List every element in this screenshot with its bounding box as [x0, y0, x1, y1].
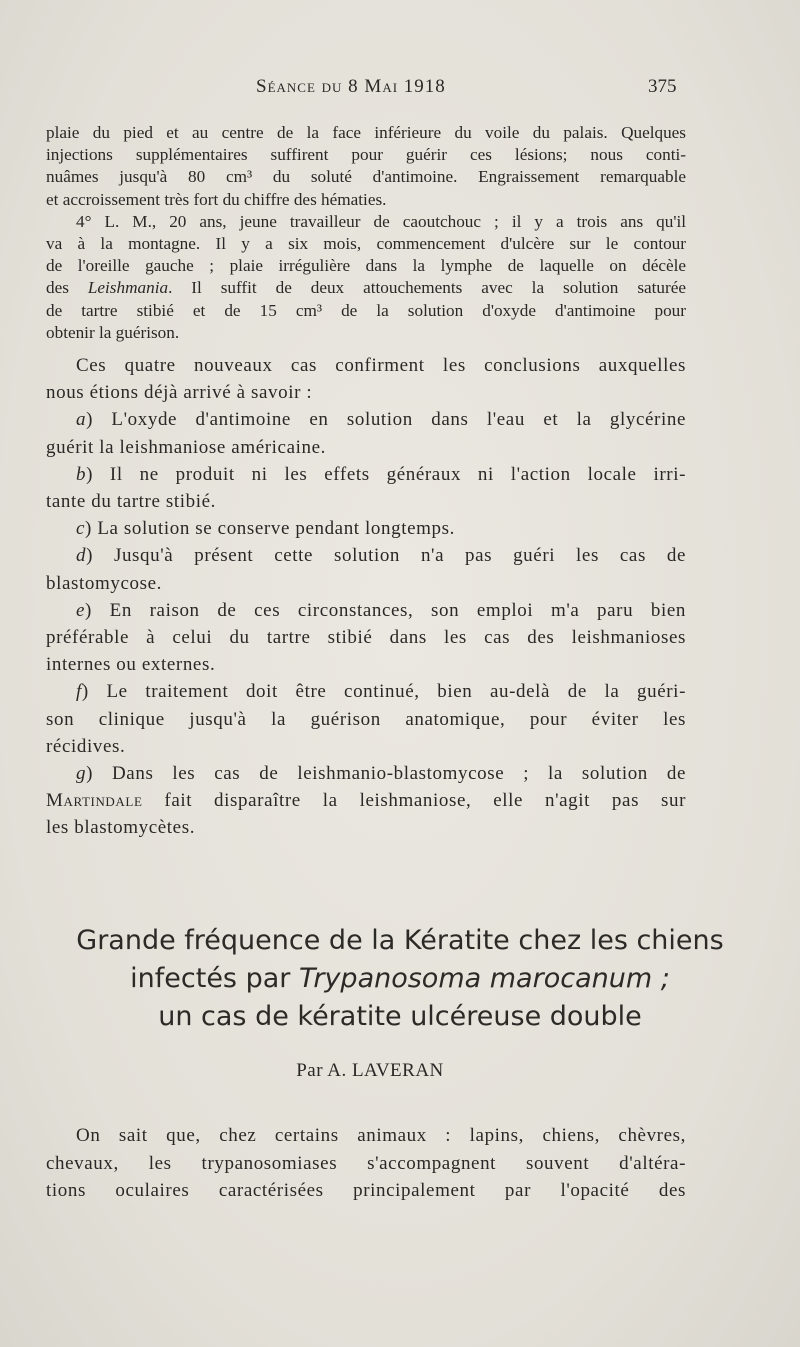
- title-fragment: infectés par: [130, 963, 299, 994]
- text-line: guérit la leishmaniose américaine.: [46, 436, 326, 458]
- emphasis: Martindale: [46, 790, 143, 812]
- running-head-title: Séance du 8 Mai 1918: [256, 76, 446, 97]
- list-item-e: e) En raison de ces circonstances, son emploi m'a paru bien: [76, 599, 686, 621]
- title-line: Grande fréquence de la Kératite chez les chiens: [76, 925, 724, 956]
- title-species-name: Trypanosoma marocanum ;: [298, 963, 670, 994]
- list-item-f: f) Le traitement doit être continué, bien au-delà de la guéri-: [76, 681, 686, 703]
- text-line: 4° L. M., 20 ans, jeune travailleur de caoutchouc ; il y a trois ans qu'il: [76, 211, 686, 231]
- author-line: Par A. LAVERAN: [296, 1060, 444, 1081]
- emphasis: Leishmania: [87, 278, 169, 298]
- text-line: va à la montagne. Il y a six mois, commencement d'ulcère sur le contour: [46, 234, 686, 254]
- list-item-a: a) L'oxyde d'antimoine en solution dans l'eau et la glycérine: [76, 409, 686, 431]
- text-line: On sait que, chez certains animaux : lapins, chiens, chèvres,: [76, 1125, 686, 1146]
- text-line: internes ou externes.: [46, 654, 216, 676]
- list-item-g: g) Dans les cas de leishmanio-blastomycose ; la solution de: [76, 763, 686, 785]
- paragraph-conclusions: [46, 352, 686, 842]
- text-line: plaie du pied et au centre de la face inférieure du voile du palais. Quelques: [46, 123, 686, 142]
- text-line: tions oculaires caractérisées principalement par l'opacité des: [46, 1180, 686, 1201]
- page-number: 375: [648, 76, 677, 97]
- text-line: préférable à celui du tartre stibié dans les cas des leishmanioses: [46, 627, 686, 649]
- emphasis: f: [76, 681, 82, 703]
- paragraph-introduction: [46, 1122, 686, 1205]
- text-line: injections supplémentaires suffirent pour guérir ces lésions; nous conti-: [46, 145, 686, 165]
- text-line: nuâmes jusqu'à 80 cm³ du soluté d'antimoine. Engraissement remarquable: [46, 167, 686, 187]
- text-line: Martindale fait disparaître la leishmaniose, elle n'agit pas sur: [46, 790, 686, 812]
- text-line: de l'oreille gauche ; plaie irrégulière dans la lymphe de laquelle on décèle: [46, 256, 686, 276]
- text-line: les blastomycètes.: [46, 817, 196, 839]
- emphasis: a: [76, 409, 87, 431]
- list-item-d: d) Jusqu'à présent cette solution n'a pas guéri les cas de: [76, 545, 686, 567]
- emphasis: d: [76, 545, 87, 567]
- text-line: son clinique jusqu'à la guérison anatomique, pour éviter les: [46, 708, 686, 730]
- text-line: Ces quatre nouveaux cas confirment les conclusions auxquelles: [76, 355, 686, 376]
- emphasis: e: [76, 599, 86, 621]
- emphasis: b: [76, 463, 87, 485]
- text-line: tante du tartre stibié.: [46, 491, 216, 513]
- text-line: nous étions déjà arrivé à savoir :: [46, 382, 313, 404]
- text-line: des Leishmania. Il suffit de deux attouchements avec la solution saturée: [46, 278, 686, 298]
- list-item-b: b) Il ne produit ni les effets généraux ni l'action locale irri-: [76, 463, 686, 485]
- text-line: et accroissement très fort du chiffre des hématies.: [46, 189, 387, 209]
- title-line: [30, 960, 770, 998]
- text-line: de tartre stibié et de 15 cm³ de la solution d'oxyde d'antimoine pour: [46, 300, 686, 320]
- emphasis: c: [76, 518, 86, 540]
- emphasis: g: [76, 763, 87, 785]
- text-line: récidives.: [46, 735, 126, 757]
- article-title: [30, 922, 770, 1036]
- paragraph-case-continuation: [46, 122, 686, 344]
- text-line: blastomycose.: [46, 572, 162, 594]
- running-head: [0, 76, 800, 100]
- text-line: obtenir la guérison.: [46, 322, 180, 342]
- list-item-c: c) La solution se conserve pendant longtemps.: [76, 518, 455, 540]
- title-line: un cas de kératite ulcéreuse double: [158, 1001, 642, 1032]
- text-line: chevaux, les trypanosomiases s'accompagnent souvent d'altéra-: [46, 1152, 686, 1174]
